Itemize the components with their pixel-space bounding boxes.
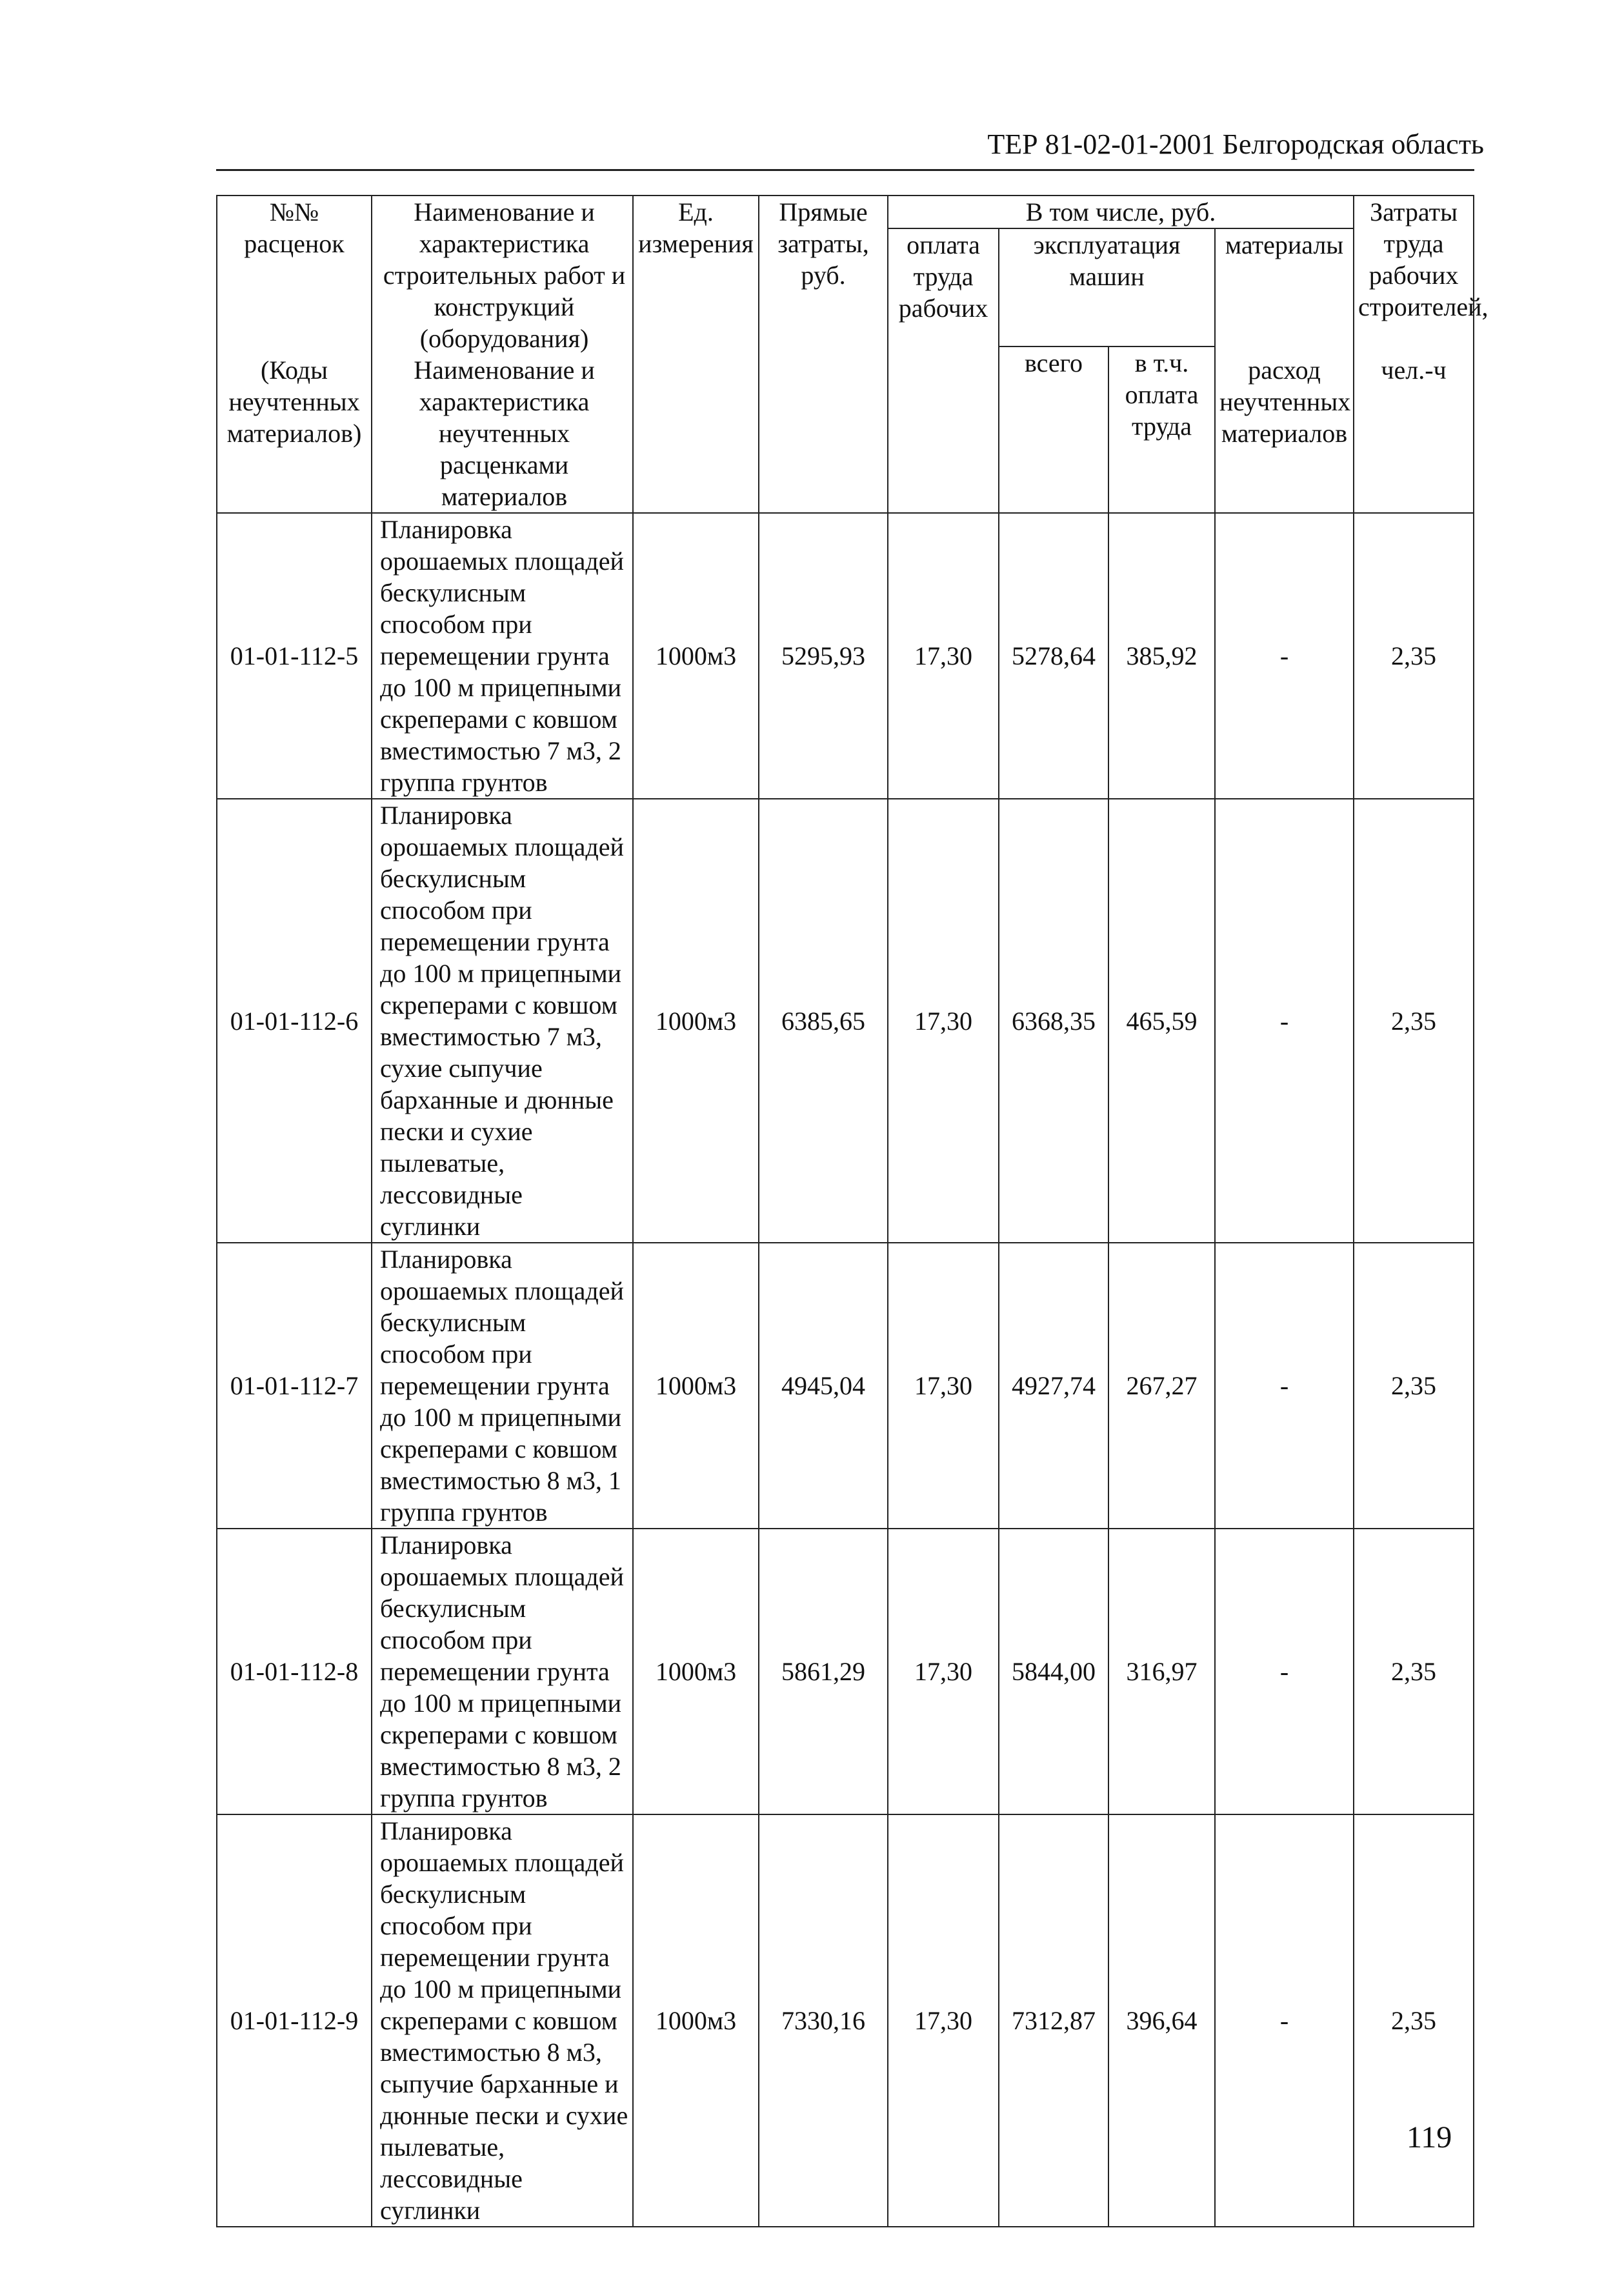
header-name-bottom: Наименование и характеристика неучтенных расценками материалов	[372, 354, 633, 513]
header-unit: Ед. измерения	[633, 196, 759, 513]
materials: -	[1215, 1529, 1354, 1814]
table-row	[217, 1529, 1474, 1814]
header-materials: материалы	[1215, 228, 1354, 354]
direct-costs: 4945,04	[759, 1243, 888, 1529]
labor-pay: 17,30	[888, 1814, 999, 2227]
machines-labor-pay: 267,27	[1108, 1243, 1215, 1529]
table-row	[217, 513, 1474, 799]
price-table	[216, 195, 1489, 2227]
header-direct-costs: Прямые затраты, руб.	[759, 196, 888, 513]
labor-hours: 2,35	[1354, 799, 1474, 1243]
header-machines-total: всего	[999, 346, 1108, 514]
header-machines: эксплуатация машин	[999, 228, 1215, 346]
labor-hours: 2,35	[1354, 1814, 1474, 2227]
machines-labor-pay: 385,92	[1108, 513, 1215, 799]
work-description: Планировка орошаемых площадей бескулисным способом при перемещении грунта до 100 м прицепными скреперами с ковшом вместимостью 8 м3, 2 группа грунтов	[372, 1529, 633, 1814]
rate-code: 01-01-112-5	[217, 513, 372, 799]
header-rule	[216, 169, 1474, 171]
machines-total: 7312,87	[999, 1814, 1108, 2227]
direct-costs: 5295,93	[759, 513, 888, 799]
labor-pay: 17,30	[888, 1243, 999, 1529]
header-including: В том числе, руб.	[888, 196, 1354, 228]
rate-code: 01-01-112-8	[217, 1529, 372, 1814]
machines-total: 4927,74	[999, 1243, 1108, 1529]
page-number: 119	[1407, 2120, 1452, 2154]
header-code-top: №№ расценок	[217, 196, 372, 354]
table-row	[217, 799, 1474, 1243]
unit: 1000м3	[633, 513, 759, 799]
labor-hours: 2,35	[1354, 513, 1474, 799]
header-machines-incl-pay: в т.ч. оплата труда	[1108, 346, 1215, 514]
labor-pay: 17,30	[888, 799, 999, 1243]
machines-labor-pay: 396,64	[1108, 1814, 1215, 2227]
rate-code: 01-01-112-7	[217, 1243, 372, 1529]
header-code-bottom: (Коды неучтенных материалов)	[217, 354, 372, 513]
labor-pay: 17,30	[888, 513, 999, 799]
header-materials-unaccounted: расход неучтенных материалов	[1215, 354, 1354, 513]
rate-code: 01-01-112-6	[217, 799, 372, 1243]
direct-costs: 7330,16	[759, 1814, 888, 2227]
work-description: Планировка орошаемых площадей бескулисным способом при перемещении грунта до 100 м прицепными скреперами с ковшом вместимостью 7 м3, 2 группа грунтов	[372, 513, 633, 799]
labor-pay: 17,30	[888, 1529, 999, 1814]
unit: 1000м3	[633, 1529, 759, 1814]
materials: -	[1215, 799, 1354, 1243]
work-description: Планировка орошаемых площадей бескулисным способом при перемещении грунта до 100 м прицепными скреперами с ковшом вместимостью 8 м3, сыпучие барханные и дюнные пески и сухие пылеватые, лессовидные суглинки	[372, 1814, 633, 2227]
machines-total: 5844,00	[999, 1529, 1108, 1814]
materials: -	[1215, 1814, 1354, 2227]
labor-hours: 2,35	[1354, 1529, 1474, 1814]
table-row	[217, 1814, 1474, 2227]
direct-costs: 5861,29	[759, 1529, 888, 1814]
work-description: Планировка орошаемых площадей бескулисным способом при перемещении грунта до 100 м прицепными скреперами с ковшом вместимостью 8 м3, 1 группа грунтов	[372, 1243, 633, 1529]
table-row	[217, 1243, 1474, 1529]
header-name-top: Наименование и характеристика строительных работ и конструкций (оборудования)	[372, 196, 633, 354]
rate-code: 01-01-112-9	[217, 1814, 372, 2227]
header-labor-pay: оплата труда рабочих	[888, 228, 999, 513]
labor-hours: 2,35	[1354, 1243, 1474, 1529]
materials: -	[1215, 513, 1354, 799]
unit: 1000м3	[633, 1243, 759, 1529]
materials: -	[1215, 1243, 1354, 1529]
header-labor-unit: чел.-ч	[1354, 354, 1474, 513]
document-header: ТЕР 81-02-01-2001 Белгородская область	[987, 128, 1484, 160]
machines-total: 5278,64	[999, 513, 1108, 799]
machines-labor-pay: 465,59	[1108, 799, 1215, 1243]
header-labor-cost: Затраты труда рабочих строителей,	[1354, 196, 1474, 354]
unit: 1000м3	[633, 799, 759, 1243]
machines-total: 6368,35	[999, 799, 1108, 1243]
machines-labor-pay: 316,97	[1108, 1529, 1215, 1814]
direct-costs: 6385,65	[759, 799, 888, 1243]
unit: 1000м3	[633, 1814, 759, 2227]
work-description: Планировка орошаемых площадей бескулисным способом при перемещении грунта до 100 м прицепными скреперами с ковшом вместимостью 7 м3, сухие сыпучие барханные и дюнные пески и сухие пылеватые, лессовидные суглинки	[372, 799, 633, 1243]
